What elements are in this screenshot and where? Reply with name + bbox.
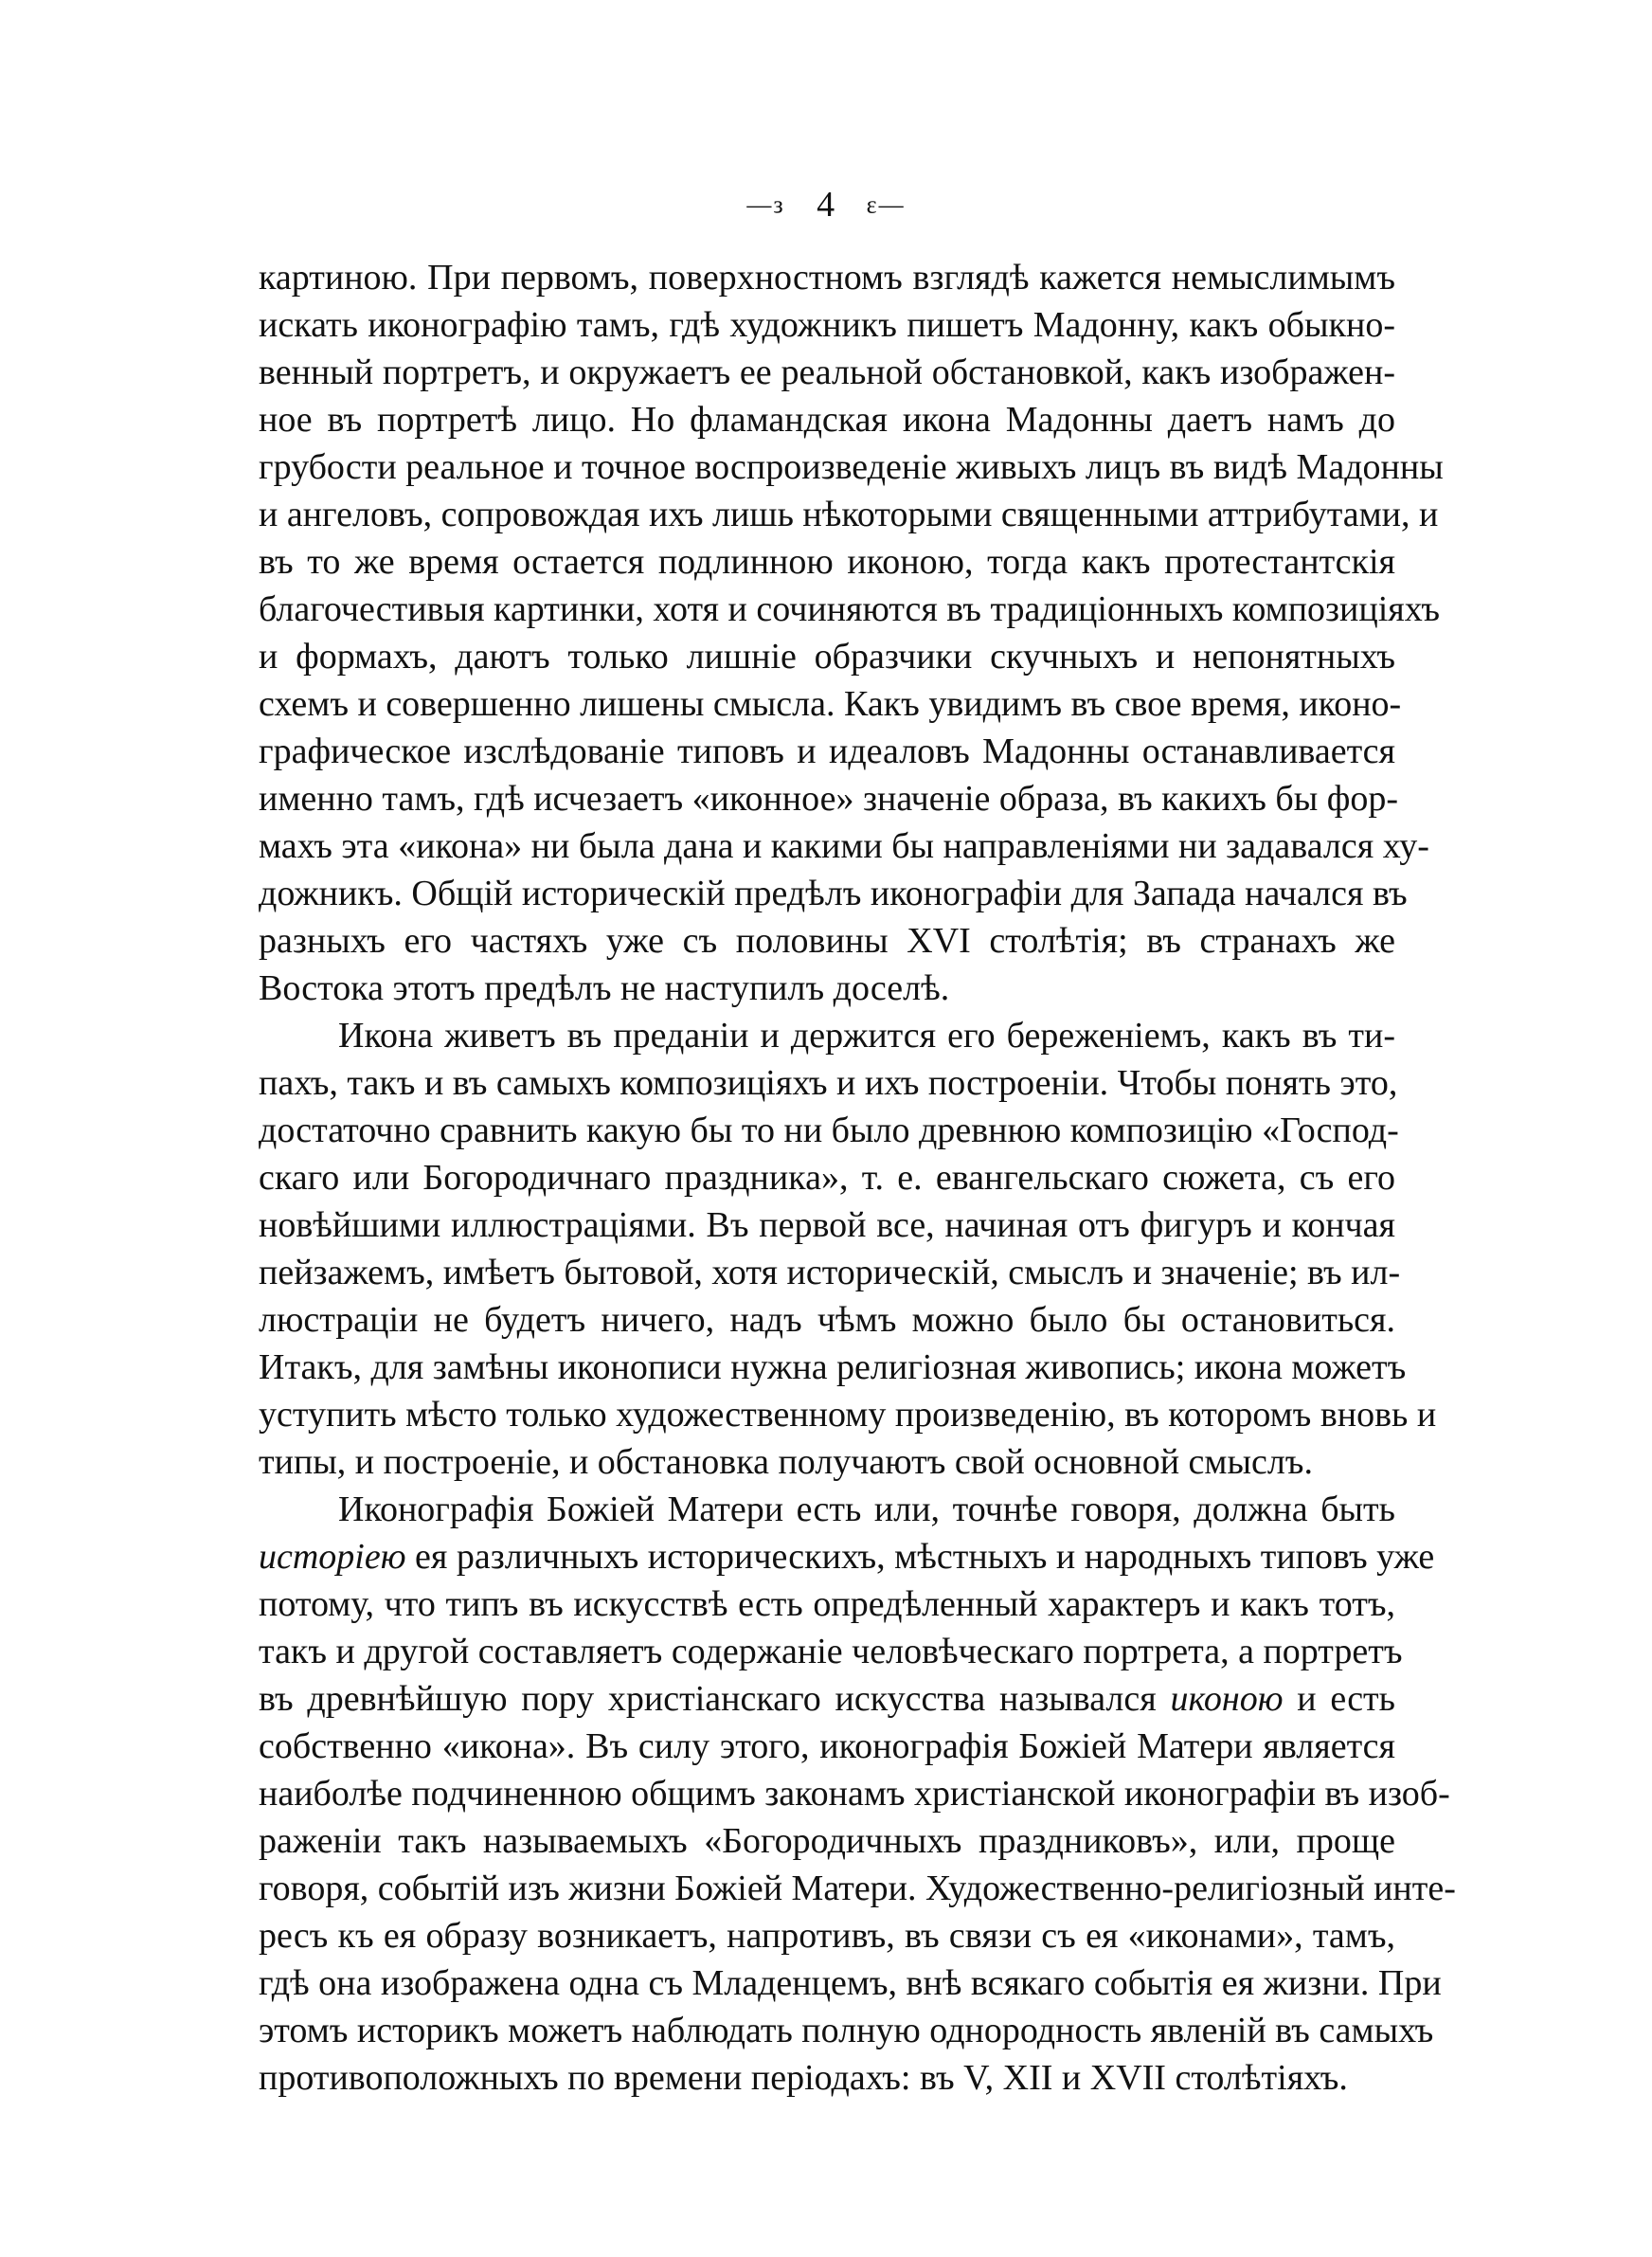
text-line: раженіи такъ называемыхъ «Богородичныхъ праздниковъ», или, проще [259, 1821, 1395, 1861]
text-line: наиболѣе подчиненною общимъ законамъ христіанской иконографіи въ изоб- [259, 1774, 1450, 1814]
paragraph-1 [259, 254, 1444, 1012]
text-line: схемъ и совершенно лишены смысла. Какъ увидимъ въ свое время, иконо- [259, 684, 1402, 724]
paragraph-3 [259, 1486, 1456, 2102]
text-line: такъ и другой составляетъ содержаніе человѣческаго портрета, а портретъ [259, 1632, 1403, 1671]
text-line: пейзажемъ, имѣетъ бытовой, хотя историческій, смыслъ и значеніе; въ ил- [259, 1253, 1401, 1292]
text-line: дожникъ. Общій историческій предѣлъ иконографіи для Запада начался въ [259, 874, 1408, 913]
page-header [0, 180, 1652, 226]
text-line: говоря, событій изъ жизни Божіей Матери. Художественно-религіозный инте- [259, 1869, 1456, 1908]
text-line: ное въ портретѣ лицо. Но фламандская икона Мадонны даетъ намъ до [259, 400, 1395, 440]
text-line: въ то же время остается подлинною иконою, тогда какъ протестантскія [259, 542, 1395, 582]
text-line: собственно «икона». Въ силу этого, иконографія Божіей Матери является [259, 1726, 1395, 1766]
text-line: махъ эта «икона» ни была дана и какими бы направленіями ни задавался ху- [259, 826, 1429, 866]
text-line: гдѣ она изображена одна съ Младенцемъ, внѣ всякаго событія ея жизни. При [259, 1963, 1442, 2003]
ornament-left: —з [746, 190, 785, 219]
text-line: новѣйшими иллюстраціями. Въ первой все, начиная отъ фигуръ и кончая [259, 1205, 1395, 1245]
text-line: пахъ, такъ и въ самыхъ композиціяхъ и ихъ построеніи. Чтобы понять это, [259, 1063, 1398, 1103]
text-line: грубости реальное и точное воспроизведеніе живыхъ лицъ въ видѣ Мадонны [259, 447, 1444, 487]
text-line: потому, что типъ въ искусствѣ есть опредѣленный характеръ и какъ тотъ, [259, 1584, 1395, 1624]
text-line: Иконографія Божіей Матери есть или, точнѣе говоря, должна быть [338, 1490, 1395, 1529]
page-number: 4 [817, 185, 835, 226]
text-line: Итакъ, для замѣны иконописи нужна религіозная живопись; икона можетъ [259, 1347, 1407, 1387]
text-line: разныхъ его частяхъ уже съ половины XVI столѣтія; въ странахъ же [259, 921, 1395, 961]
body-text [259, 254, 1456, 2102]
text-line: типы, и построеніе, и обстановка получаютъ свой основной смыслъ. [259, 1442, 1313, 1482]
text-line: искать иконографію тамъ, гдѣ художникъ пишетъ Мадонну, какъ обыкно- [259, 305, 1395, 345]
text-line: картиною. При первомъ, поверхностномъ взглядѣ кажется немыслимымъ [259, 258, 1395, 298]
text-line: графическое изслѣдованіе типовъ и идеаловъ Мадонны останавливается [259, 731, 1395, 771]
text-line: и ангеловъ, сопровождая ихъ лишь нѣкоторыми священными аттрибутами, и [259, 495, 1439, 534]
text-line: въ древнѣйшую пору христіанскаго искусства назывался иконою и есть [259, 1679, 1395, 1719]
text-line: уступить мѣсто только художественному произведенію, въ которомъ вновь и [259, 1395, 1437, 1435]
text-line: именно тамъ, гдѣ исчезаетъ «иконное» значеніе образа, въ какихъ бы фор- [259, 779, 1399, 819]
text-line: Востока этотъ предѣлъ не наступилъ доселѣ. [259, 968, 950, 1008]
text-line: этомъ историкъ можетъ наблюдать полную однородность явленій въ самыхъ [259, 2011, 1434, 2050]
text-line: ресъ къ ея образу возникаетъ, напротивъ, въ связи съ ея «иконами», тамъ, [259, 1916, 1395, 1956]
text-line: венный портретъ, и окружаетъ ее реальной обстановкой, какъ изображен- [259, 352, 1395, 392]
ornament-right: ε— [866, 190, 906, 219]
text-line: люстраціи не будетъ ничего, надъ чѣмъ можно было бы остановиться. [259, 1300, 1395, 1340]
text-line: достаточно сравнить какую бы то ни было древнюю композицію «Господ- [259, 1110, 1399, 1150]
text-line: скаго или Богородичнаго праздника», т. е. евангельскаго сюжета, съ его [259, 1158, 1395, 1198]
text-line: исторіею ея различныхъ историческихъ, мѣстныхъ и народныхъ типовъ уже [259, 1537, 1435, 1577]
italic-word: исторіею [259, 1537, 406, 1577]
paragraph-2 [259, 1012, 1437, 1486]
text-line: противоположныхъ по времени періодахъ: въ V, XII и XVII столѣтіяхъ. [259, 2058, 1348, 2098]
text-line: и формахъ, даютъ только лишніе образчики скучныхъ и непонятныхъ [259, 637, 1395, 677]
text-line: Икона живетъ въ преданіи и держится его береженіемъ, какъ въ ти- [338, 1016, 1395, 1056]
text-line: благочестивыя картинки, хотя и сочиняются въ традиціонныхъ композиціяхъ [259, 589, 1440, 629]
italic-word: иконою [1170, 1679, 1284, 1719]
